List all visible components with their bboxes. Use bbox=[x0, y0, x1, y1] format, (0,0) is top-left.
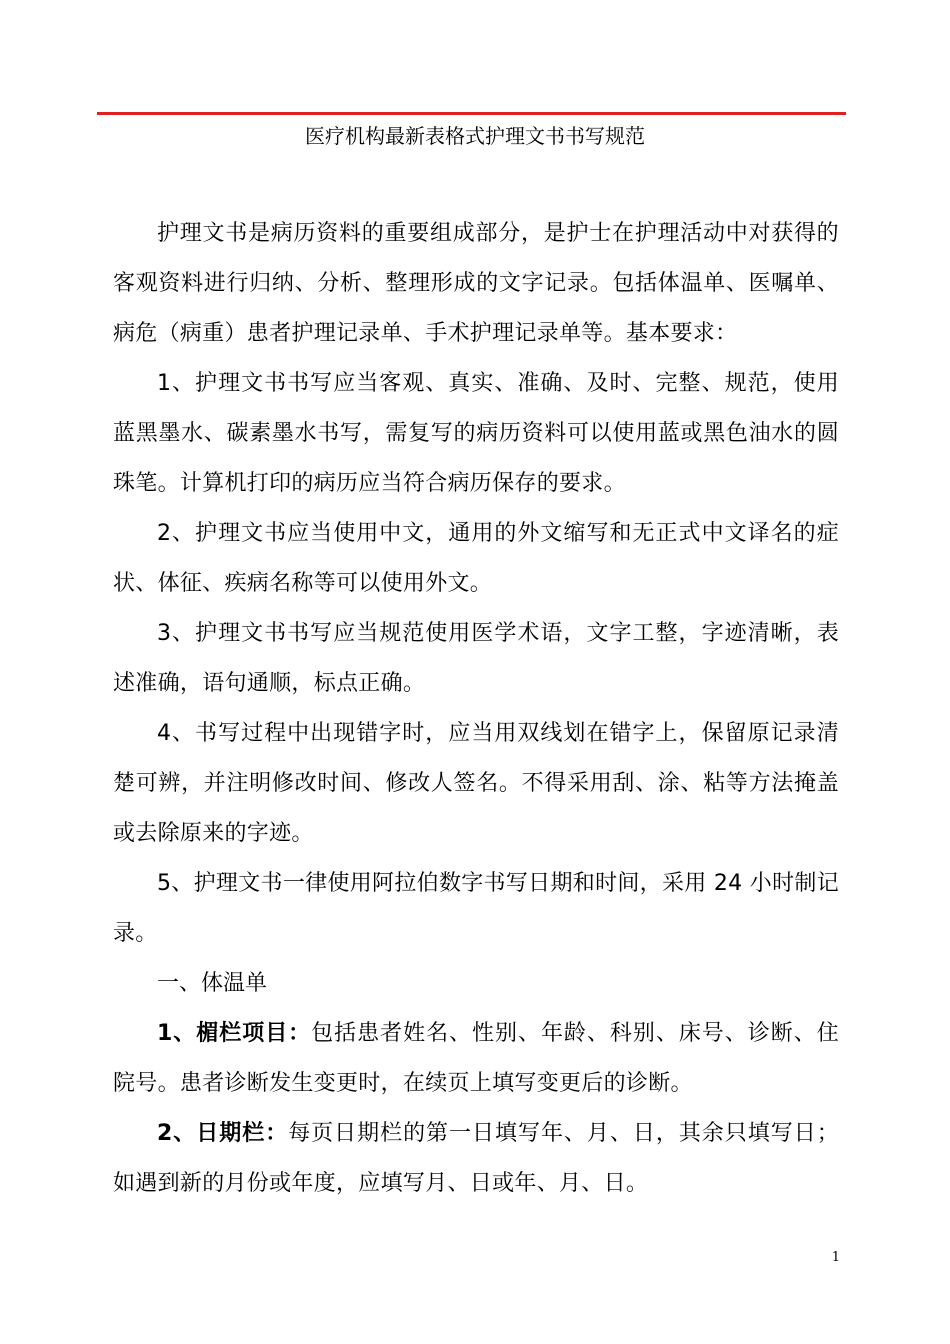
rule-paragraph-1: 1、护理文书书写应当客观、真实、准确、及时、完整、规范，使用蓝黑墨水、碳素墨水书写，需复写的病历资料可以使用蓝或黑色油水的圆珠笔。计算机打印的病历应当符合病历保存的要求。 bbox=[113, 371, 839, 496]
item-text-2: 每页日期栏的第一日填写年、月、日，其余只填写日；如遇到新的月份或年度，应填写月、日或年、月、日。 bbox=[113, 1121, 840, 1196]
document-header-title: 医疗机构最新表格式护理文书书写规范 bbox=[305, 124, 645, 148]
intro-paragraph: 护理文书是病历资料的重要组成部分，是护士在护理活动中对获得的客观资料进行归纳、分析、整理形成的文字记录。包括体温单、医嘱单、病危（病重）患者护理记录单、手术护理记录单等。基本要求： bbox=[113, 221, 839, 346]
item-text-1: 包括患者姓名、性别、年龄、科别、床号、诊断、住院号。患者诊断发生变更时，在续页上填写变更后的诊断。 bbox=[113, 1021, 839, 1096]
rule-paragraph-3: 3、护理文书书写应当规范使用医学术语，文字工整，字迹清晰，表述准确，语句通顺，标点正确。 bbox=[113, 621, 839, 696]
item-paragraph-2 bbox=[113, 1109, 839, 1209]
item-label-2: 2、日期栏： bbox=[157, 1121, 289, 1146]
header-rule bbox=[97, 112, 846, 115]
item-paragraph-1 bbox=[113, 1009, 839, 1109]
rule-paragraph-2: 2、护理文书应当使用中文，通用的外文缩写和无正式中文译名的症状、体征、疾病名称等可以使用外文。 bbox=[113, 521, 839, 596]
document-body bbox=[113, 209, 839, 1209]
rule-paragraph-4: 4、书写过程中出现错字时，应当用双线划在错字上，保留原记录清楚可辨，并注明修改时间、修改人签名。不得采用刮、涂、粘等方法掩盖或去除原来的字迹。 bbox=[113, 721, 839, 846]
page-number: 1 bbox=[831, 1250, 840, 1265]
rule-paragraph-5: 5、护理文书一律使用阿拉伯数字书写日期和时间，采用 24 小时制记录。 bbox=[113, 871, 839, 946]
section-heading: 一、体温单 bbox=[157, 971, 268, 996]
item-label-1: 1、楣栏项目： bbox=[157, 1021, 312, 1046]
